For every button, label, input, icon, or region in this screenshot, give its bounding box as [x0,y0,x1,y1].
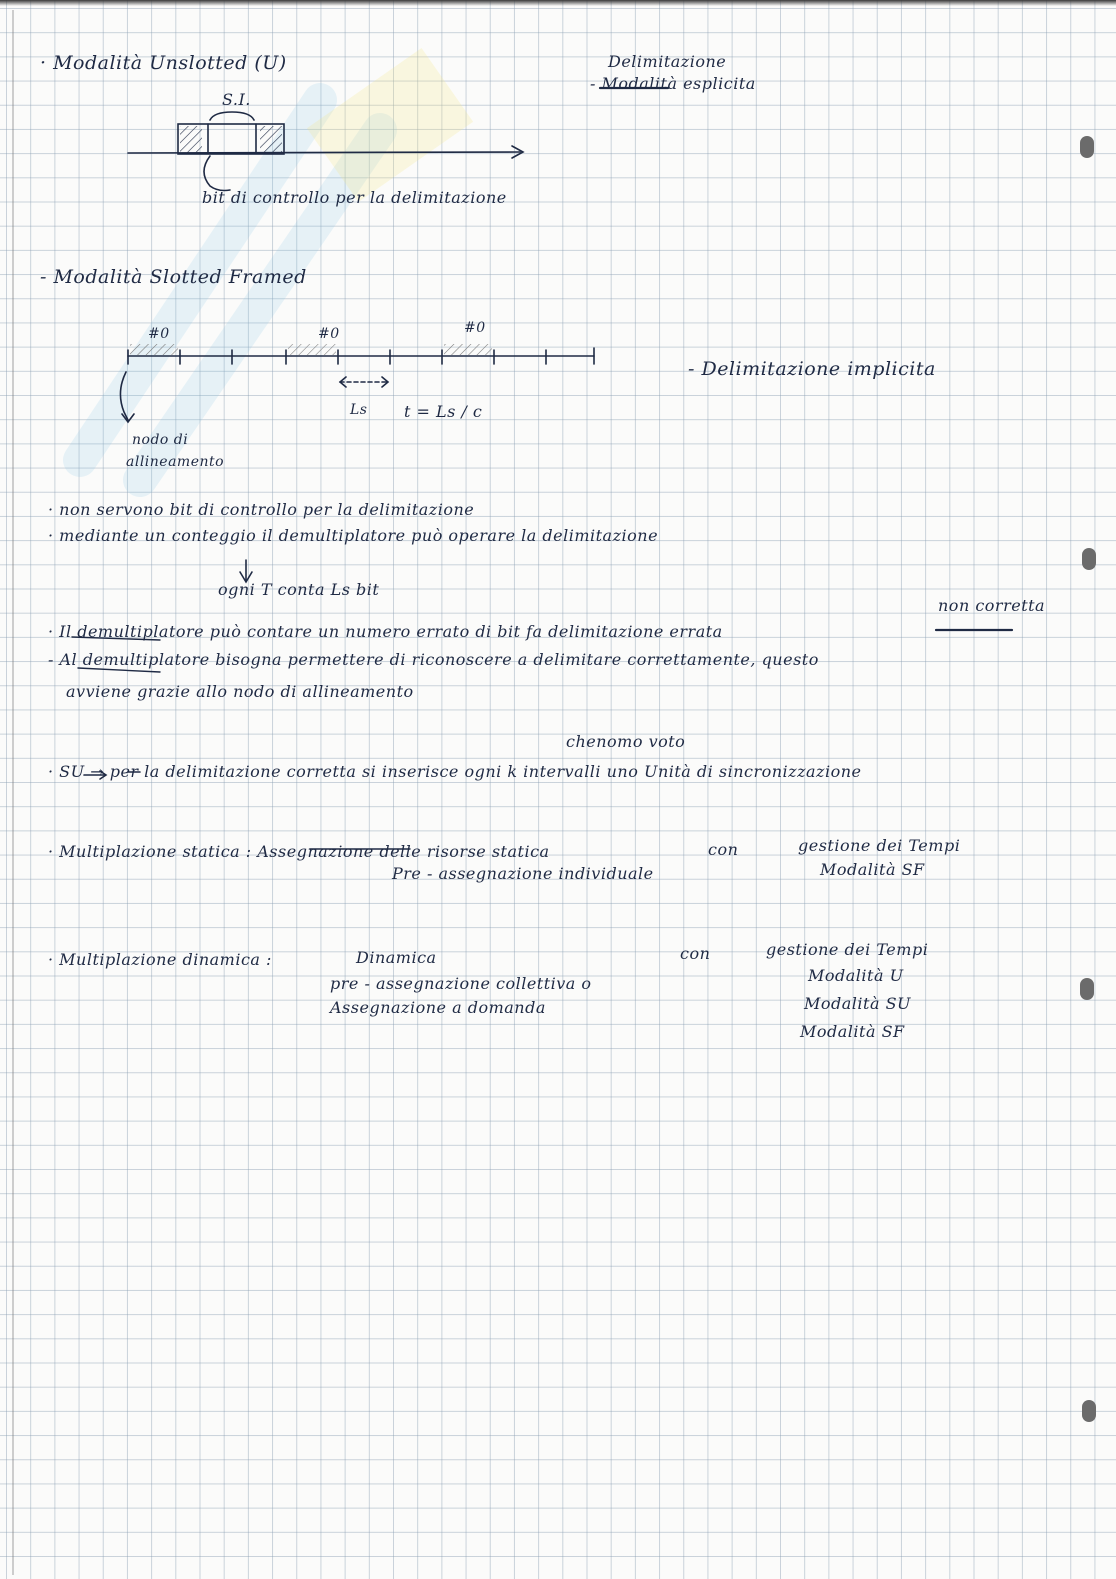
static-right-2: Modalità SF [820,860,925,879]
dynamic-multiplexing-line: · Multiplazione dinamica : [48,950,272,969]
static-con: con [708,840,739,859]
static-multiplexing-line: · Multiplazione statica : Assegnazione delle risorse statica [48,842,550,861]
note-line-2: · mediante un conteggio il demultiplatore può operare la delimitazione [48,526,659,545]
slot-zero-label-3: #0 [464,320,486,336]
note-line-5: avviene grazie allo nodo di allineamento [66,682,414,701]
dynamic-right-3: Modalità SU [804,994,912,1013]
unslotted-timeline [128,112,523,191]
slotted-framed-heading: - Modalità Slotted Framed [40,266,307,288]
dynamic-b: pre - assegnazione collettiva o [330,974,592,993]
note-line-6-insert: chenomo voto [566,732,686,751]
control-bits-label: bit di controllo per la delimitazione [202,188,507,207]
dynamic-right-2: Modalità U [808,966,904,985]
slot-zero-label-2: #0 [318,326,340,342]
alignment-node-label-1: nodo di [132,432,189,448]
note-line-4: - Al demultiplatore bisogna permettere di riconoscere a delimitare correttamente, questo [48,650,819,669]
dynamic-con: con [680,944,711,963]
period-formula: t = Ls / c [404,402,483,421]
note-line-6: · SU → per la delimitazione corretta si inserisce ogni k intervalli uno Unità di sincronizzazione [48,762,862,781]
static-multiplexing-sub: Pre - assegnazione individuale [392,864,654,883]
static-right-1: gestione dei Tempi [798,836,961,855]
note-line-1: · non servono bit di controllo per la delimitazione [48,500,475,519]
unslotted-heading: · Modalità Unslotted (U) [40,52,287,74]
dynamic-a: Dinamica [356,948,437,967]
dynamic-right-1: gestione dei Tempi [766,940,929,959]
explicit-mode-label: - Modalità esplicita [590,74,756,93]
note-line-2-sub: ogni T conta Ls bit [218,580,380,599]
implicit-delimitation-label: - Delimitazione implicita [688,358,936,380]
dynamic-right-4: Modalità SF [800,1022,905,1041]
si-label: S.I. [222,90,251,109]
ls-label: Ls [350,402,368,418]
note-line-3: · Il demultiplatore può contare un numero errato di bit fa delimitazione errata [48,622,723,641]
note-line-3-correction: non corretta [938,596,1046,615]
alignment-node-label-2: allineamento [126,454,225,470]
delimitation-heading: Delimitazione [608,52,727,71]
dynamic-c: Assegnazione a domanda [330,998,546,1017]
slot-zero-label-1: #0 [148,326,170,342]
